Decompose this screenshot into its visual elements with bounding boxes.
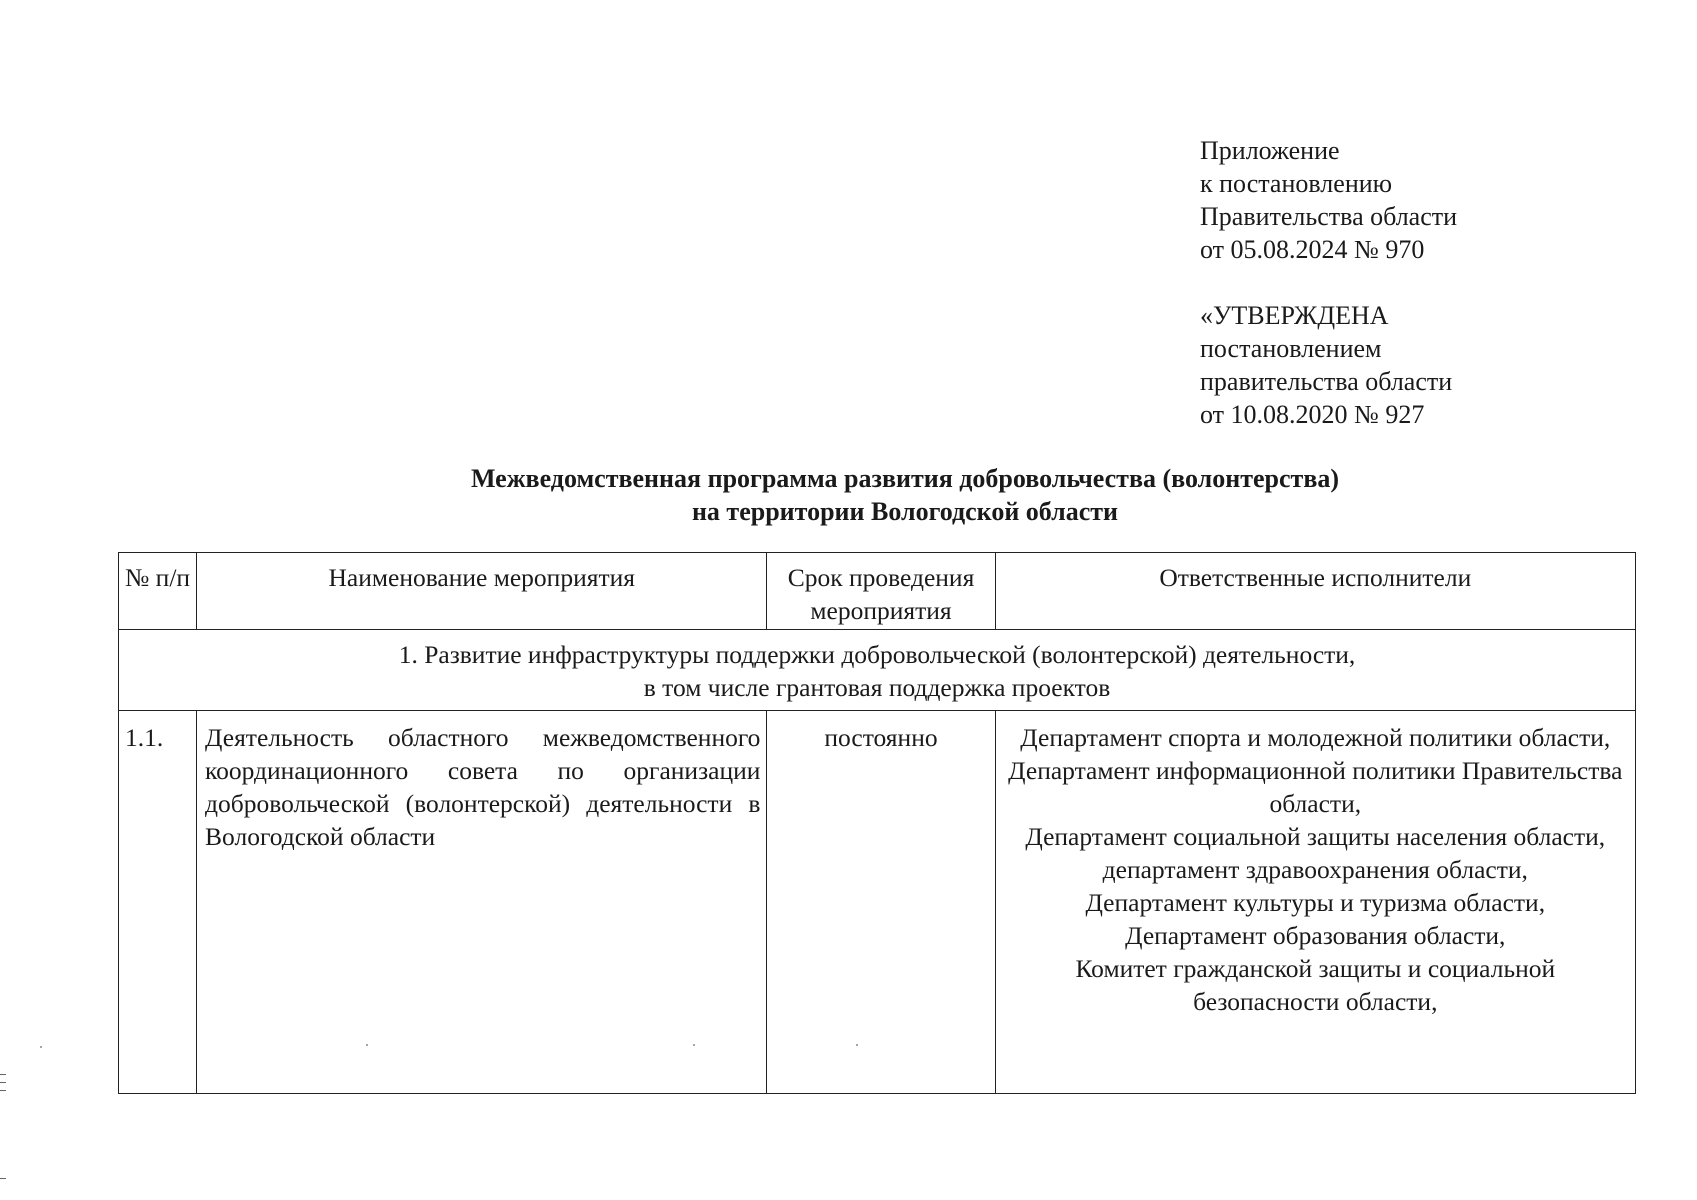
title-line-1: Межведомственная программа развития добровольчества (волонтерства) <box>470 464 1340 493</box>
approved-line: от 10.08.2020 № 927 <box>1200 400 1425 429</box>
executor-item: Комитет гражданской защиты и социальной безопасности области, <box>1075 954 1556 1016</box>
margin-mark <box>0 1082 6 1083</box>
executor-item: департамент здравоохранения области, <box>1102 855 1528 884</box>
title-line-2: на территории Вологодской области <box>691 497 1119 526</box>
appendix-line: Приложение <box>1200 136 1340 165</box>
executor-item: Департамент образования области, <box>1125 921 1506 950</box>
executor-item: Департамент культуры и туризма области, <box>1085 888 1546 917</box>
approved-line: «УТВЕРЖДЕНА <box>1200 301 1389 330</box>
margin-mark <box>0 1090 6 1091</box>
approved-line: правительства области <box>1200 367 1453 396</box>
row-number: 1.1. <box>119 711 197 1094</box>
executor-item: Департамент спорта и молодежной политики области, <box>1020 723 1611 752</box>
scan-speck <box>40 1046 42 1048</box>
document-title <box>120 462 1690 528</box>
table-header-row <box>119 553 1636 630</box>
approved-line: постановлением <box>1200 334 1382 363</box>
executor-item: Департамент информационной политики Правительства области, <box>1008 756 1623 818</box>
executor-item: Департамент социальной защиты населения области, <box>1025 822 1606 851</box>
scan-speck <box>693 1044 695 1046</box>
appendix-gap <box>1200 266 1457 299</box>
appendix-line: от 05.08.2024 № 970 <box>1200 235 1425 264</box>
appendix-line: Правительства области <box>1200 202 1458 231</box>
appendix-block <box>1200 134 1457 431</box>
section-row <box>119 630 1636 711</box>
section-heading <box>119 630 1636 711</box>
scan-speck <box>856 1044 858 1046</box>
header-name: Наименование мероприятия <box>197 553 767 630</box>
program-table <box>118 552 1636 1094</box>
header-term: Срок проведения мероприятия <box>767 553 995 630</box>
row-term: постоянно <box>767 711 995 1094</box>
header-executors: Ответственные исполнители <box>995 553 1635 630</box>
section-line-2: в том числе грантовая поддержка проектов <box>643 673 1111 702</box>
margin-mark <box>0 1074 6 1075</box>
table-row <box>119 711 1636 1094</box>
appendix-line: к постановлению <box>1200 169 1393 198</box>
row-activity-name: Деятельность областного межведомственного координационного совета по организации добровольческой (волонтерской) деятельности в Вологодской области <box>197 711 767 1094</box>
row-executors <box>995 711 1635 1094</box>
scan-speck <box>366 1044 368 1046</box>
margin-mark <box>0 1178 6 1179</box>
section-line-1: 1. Развитие инфраструктуры поддержки добровольческой (волонтерской) деятельности, <box>398 640 1356 669</box>
header-num: № п/п <box>119 553 197 630</box>
